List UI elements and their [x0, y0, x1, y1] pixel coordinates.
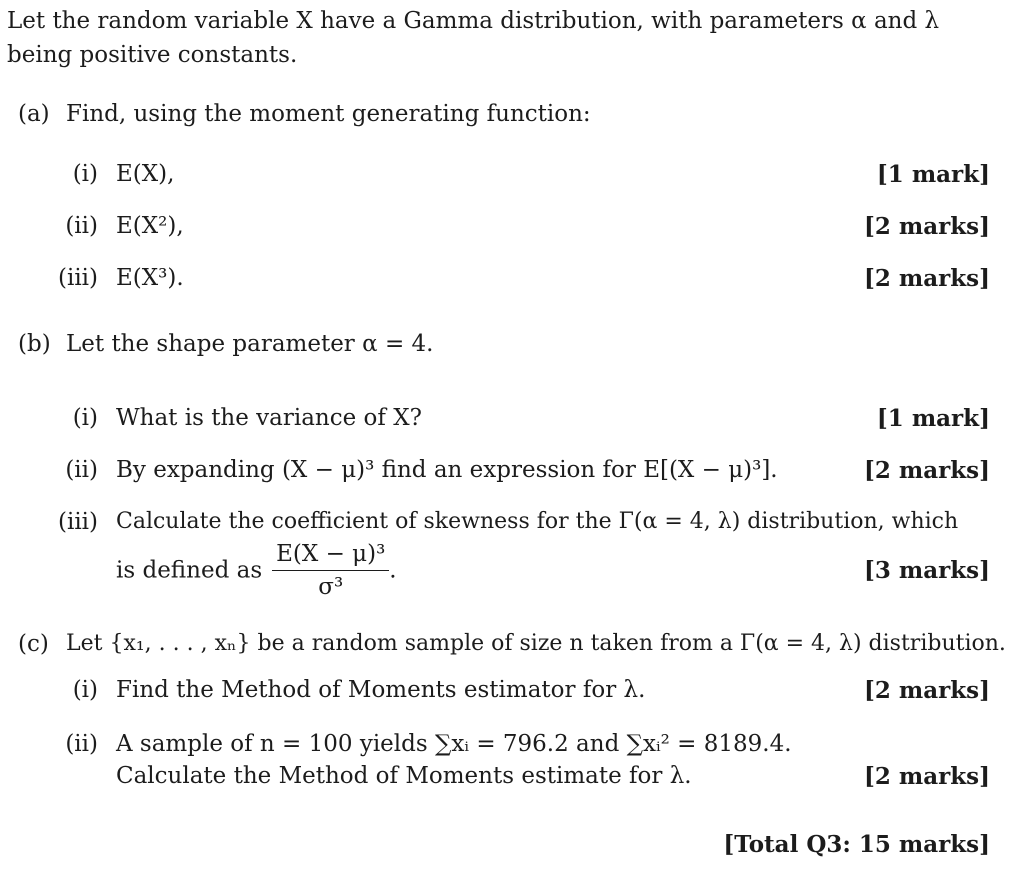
part-b-iii-text2: is defined as	[116, 557, 263, 584]
part-b-iii-label: (iii)	[57, 509, 98, 535]
part-a-label: (a)	[18, 101, 50, 127]
part-b-ii-marks: [2 marks]	[863, 457, 990, 484]
part-b-label: (b)	[18, 331, 51, 357]
intro-text: Let the random variable X have a Gamma distribution, with parameters α and λ being positive constants.	[7, 8, 940, 68]
part-b-text: Let the shape parameter α = 4.	[66, 331, 434, 357]
part-a-text: Find, using the moment generating function:	[66, 101, 591, 127]
period: .	[389, 557, 397, 584]
part-b-i-marks: [1 mark]	[876, 405, 990, 432]
total-marks: [Total Q3: 15 marks]	[723, 831, 990, 858]
part-b-ii-label: (ii)	[65, 457, 98, 483]
part-c-text: Let {x₁, . . . , xₙ} be a random sample of size n taken from a Γ(α = 4, λ) distribution.	[66, 631, 1006, 656]
part-a-i-label: (i)	[72, 161, 98, 187]
part-a-iii-label: (iii)	[57, 265, 98, 291]
part-c-ii-text2: Calculate the Method of Moments estimate for λ.	[116, 763, 692, 789]
part-a-iii-text: E(X³).	[116, 265, 184, 291]
part-a-ii-text: E(X²),	[116, 213, 184, 239]
part-b-ii-text: By expanding (X − μ)³ find an expression for E[(X − μ)³].	[116, 457, 778, 483]
part-a-i-marks: [1 mark]	[876, 161, 990, 188]
part-c-ii-marks: [2 marks]	[863, 763, 990, 790]
part-a-ii-marks: [2 marks]	[863, 213, 990, 240]
part-b-iii-text: Calculate the coefficient of skewness for the Γ(α = 4, λ) distribution, which	[116, 509, 959, 534]
part-b-iii-marks: [3 marks]	[863, 557, 990, 584]
part-b-i-text: What is the variance of X?	[116, 405, 422, 431]
part-c-i-marks: [2 marks]	[863, 677, 990, 704]
part-c-ii-text: A sample of n = 100 yields ∑xᵢ = 796.2 and ∑xᵢ² = 8189.4.	[116, 731, 792, 757]
part-c-ii-label: (ii)	[65, 731, 98, 757]
part-b-i-label: (i)	[72, 405, 98, 431]
fraction-denominator: σ³	[272, 570, 389, 603]
fraction-numerator: E(X − μ)³	[276, 541, 386, 567]
skewness-fraction	[272, 540, 389, 603]
part-c-i-label: (i)	[72, 677, 98, 703]
part-c-label: (c)	[18, 631, 49, 657]
part-a-ii-label: (ii)	[65, 213, 98, 239]
part-a-i-text: E(X),	[116, 161, 175, 187]
part-a-iii-marks: [2 marks]	[863, 265, 990, 292]
part-b-iii-definition	[116, 540, 397, 603]
part-c-i-text: Find the Method of Moments estimator for λ.	[116, 677, 646, 703]
